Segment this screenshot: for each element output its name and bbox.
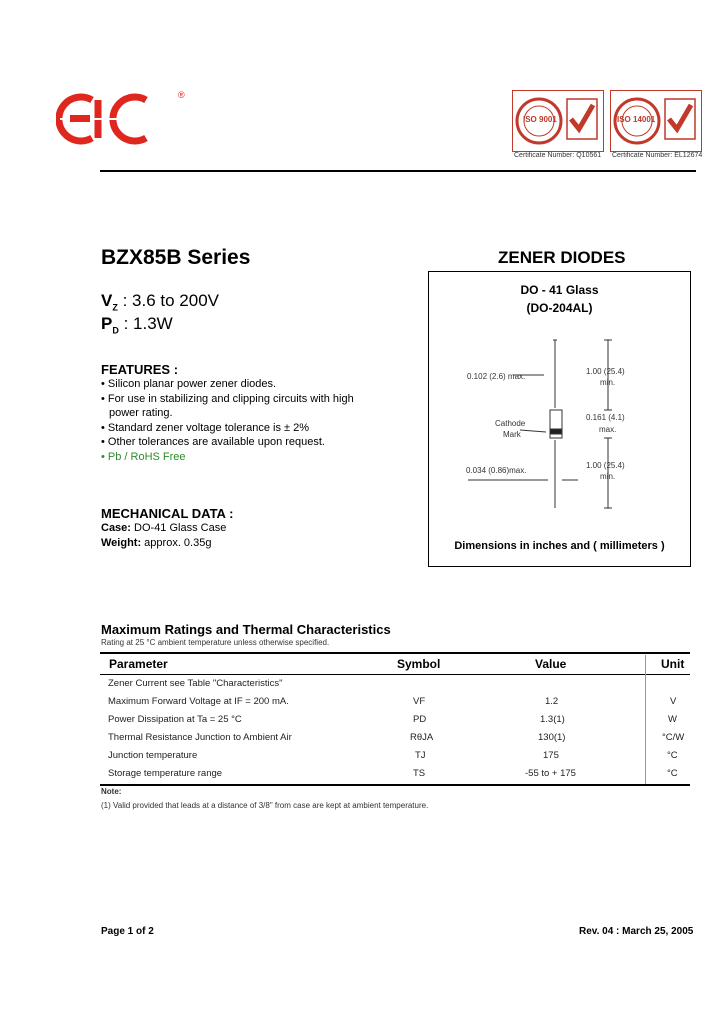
table-row [100,765,690,783]
dim-cathode-label: Cathode [495,419,526,428]
eic-logo-graphic [56,86,196,152]
feature-item: • Other tolerances are available upon request. [101,436,325,449]
cell-value: 175 [543,750,559,761]
spec-pd-value: : 1.3W [123,314,173,333]
col-header-symbol: Symbol [397,657,441,671]
ratings-title: Maximum Ratings and Thermal Characteristics [101,622,391,637]
mechanical-list [101,521,226,550]
table-row [100,675,690,693]
feature-item: • For use in stabilizing and clipping circuits with high [101,392,354,405]
iso-14001-label: ISO 14001 [617,115,656,124]
registered-mark: ® [178,90,185,100]
cell-unit: V [670,696,677,707]
weight-value: approx. 0.35g [141,536,212,549]
mechanical-weight [101,536,226,551]
header-divider [100,170,696,172]
cell-unit: °C [667,768,678,779]
dim-lead-length-bottom-min: min. [600,472,616,481]
revision-date: Rev. 04 : March 25, 2005 [579,926,694,937]
page-number: Page 1 of 2 [101,926,154,937]
cell-value: 130(1) [538,732,566,743]
table-bottom-rule [100,784,690,786]
cell-symbol: PD [413,714,427,725]
table-row [100,729,690,747]
spec-vz-value: : 3.6 to 200V [122,291,219,310]
cell-value: -55 to + 175 [525,768,576,779]
cell-symbol: TJ [415,750,426,761]
spec-vz-symbol: V [101,291,113,310]
features-heading: FEATURES : [101,362,179,377]
table-top-rule [100,652,690,654]
feature-item: • Silicon planar power zener diodes. [101,378,277,390]
case-value: DO-41 Glass Case [130,522,227,534]
diode-drawing [428,330,690,520]
feature-item-rohs: • Pb / RoHS Free [101,450,186,463]
cell-unit: °C [667,750,678,761]
dim-lead-diameter: 0.102 (2.6) max. [467,372,526,381]
dim-cathode-mark: Mark [503,430,521,439]
dim-lead-length-top-min: min. [600,378,616,387]
spec-vz [101,291,219,312]
dim-body-length-max: max. [599,425,617,434]
cell-symbol: VF [413,696,426,707]
cell-unit: °C/W [662,732,685,743]
feature-item: • Standard zener voltage tolerance is ± 2% [101,421,310,434]
table-row [100,747,690,765]
mechanical-heading: MECHANICAL DATA : [101,506,234,521]
cell-parameter: Zener Current see Table "Characteristics" [108,678,283,689]
iso-14001-caption: Certificate Number: EL12674 [612,152,703,159]
cell-unit: W [668,714,677,725]
cell-value: 1.2 [545,696,559,707]
cell-symbol: TS [413,768,426,779]
mechanical-case [101,521,226,536]
table-row [100,711,690,729]
col-header-parameter: Parameter [109,657,168,671]
iso-14001-badge [610,90,702,152]
cell-parameter: Junction temperature [108,750,198,761]
product-series-title: BZX85B Series [101,246,251,269]
col-header-value: Value [535,657,567,671]
product-category: ZENER DIODES [498,248,626,267]
feature-item: power rating. [109,407,173,420]
iso-9001-badge [512,90,604,152]
cell-value: 1.3(1) [540,714,565,725]
cell-symbol: RθJA [410,732,434,743]
features-list [101,377,354,465]
weight-label: Weight: [101,536,142,549]
spec-pd-symbol: P [101,314,113,333]
iso-9001-label: ISO 9001 [523,115,557,124]
dim-lead-length-bottom: 1.00 (25.4) [586,461,625,470]
spec-pd-sub: D [112,325,119,336]
iso-9001-caption: Certificate Number: Q10561 [514,152,602,159]
ratings-subtitle: Rating at 25 °C ambient temperature unless otherwise specified. [101,638,330,647]
package-title: DO - 41 Glass [520,283,599,297]
package-subtitle: (DO-204AL) [526,301,593,315]
cell-parameter: Thermal Resistance Junction to Ambient Air [108,732,292,743]
dimensions-caption: Dimensions in inches and ( millimeters ) [454,540,665,552]
col-header-unit: Unit [661,657,685,671]
case-label: Case: [101,522,131,534]
note-heading: Note: [101,787,122,796]
dim-body-length: 0.161 (4.1) [586,413,625,422]
spec-pd [101,314,173,335]
eic-logo [56,86,196,152]
cell-parameter: Storage temperature range [108,768,223,779]
spec-vz-sub: Z [112,302,118,313]
cell-parameter: Maximum Forward Voltage at IF = 200 mA. [108,696,289,707]
table-row [100,693,690,711]
dim-wire-diameter: 0.034 (0.86)max. [466,466,527,475]
dim-lead-length-top: 1.00 (25.4) [586,367,625,376]
cell-parameter: Power Dissipation at Ta = 25 °C [108,714,242,725]
note-text: (1) Valid provided that leads at a distance of 3/8" from case are kept at ambient temperature. [101,801,429,810]
